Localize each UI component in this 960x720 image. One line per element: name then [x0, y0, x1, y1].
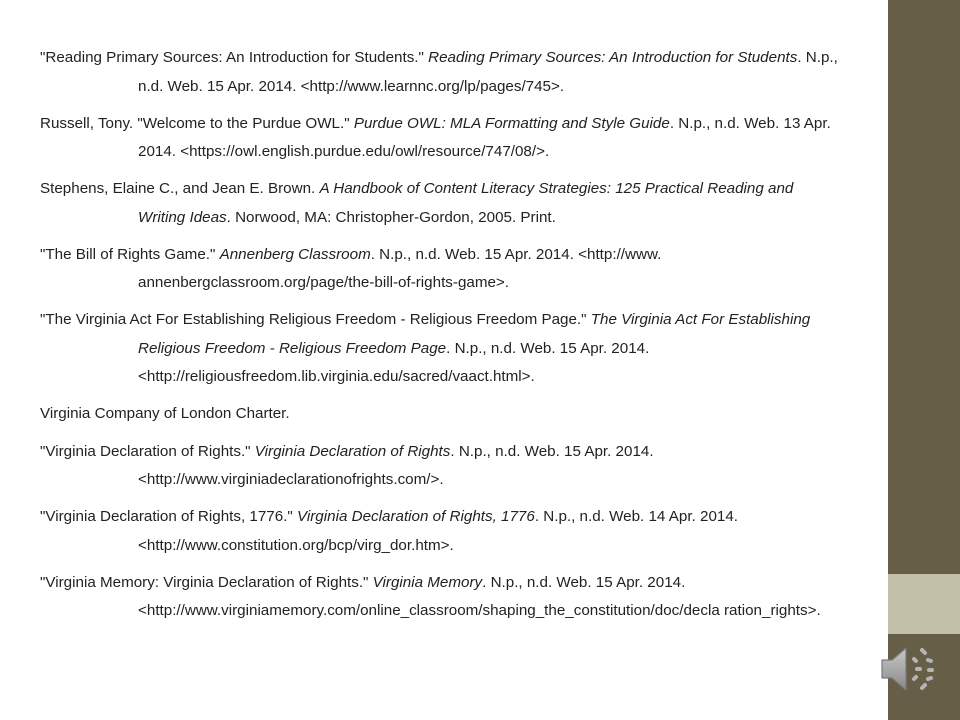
citation-details: . Norwood, MA: Christopher-Gordon, 2005. Print. — [226, 208, 556, 226]
citation-lead: "The Bill of Rights Game." — [40, 245, 220, 263]
citation-title: Annenberg Classroom — [219, 245, 371, 263]
citation-details: . N.p., n.d. Web. 13 Apr. 2014. <https://owl.english.purdue.edu/owl/resource/747/08/>. — [138, 114, 831, 161]
citation-title: Virginia Declaration of Rights — [254, 442, 451, 460]
citation-item — [40, 569, 840, 626]
citation-details: . N.p., n.d. Web. 15 Apr. 2014. <http://www.virginiadeclarationofrights.com/>. — [138, 442, 654, 489]
speaker-icon[interactable] — [876, 638, 946, 700]
works-cited-list — [40, 44, 840, 634]
citation-item — [40, 438, 840, 495]
citation-item — [40, 241, 840, 298]
citation-title: Virginia Memory — [372, 573, 483, 591]
citation-title: The Virginia Act For Establishing Religious Freedom - Religious Freedom Page — [138, 311, 811, 357]
citation-details: . N.p., n.d. Web. 15 Apr. 2014. <http://www. annenbergclassroom.org/page/the-bill-of-rights-game>. — [138, 245, 662, 292]
citation-lead: "Virginia Declaration of Rights." — [40, 442, 255, 460]
citation-item — [40, 306, 840, 392]
citation-lead: "Reading Primary Sources: An Introduction for Students." — [40, 49, 429, 66]
citation-item — [40, 503, 840, 560]
citation-title: Reading Primary Sources: An Introduction for Students — [428, 49, 798, 66]
citation-details: . N.p., n.d. Web. 15 Apr. 2014. <http://www.virginiamemory.com/online_classroom/shaping_the_constitution/doc/decla ration_rights>. — [138, 573, 821, 620]
citation-lead: "Virginia Memory: Virginia Declaration of Rights." — [40, 573, 373, 591]
citation-lead: Russell, Tony. "Welcome to the Purdue OWL." — [40, 114, 354, 132]
citation-item — [40, 175, 840, 232]
citation-lead: Stephens, Elaine C., and Jean E. Brown. — [40, 180, 320, 198]
citation-lead: "Virginia Declaration of Rights, 1776." — [40, 508, 298, 526]
citation-lead: "The Virginia Act For Establishing Religious Freedom - Religious Freedom Page." — [40, 311, 591, 329]
citation-item — [40, 110, 840, 167]
citation-lead: Virginia Company of London Charter. — [40, 405, 290, 423]
citation-title: A Handbook of Content Literacy Strategies: 125 Practical Reading and Writing Ideas — [138, 180, 794, 226]
citation-item — [40, 400, 840, 429]
citation-title: Purdue OWL: MLA Formatting and Style Guide — [353, 114, 670, 132]
citation-details: . N.p., n.d. Web. 15 Apr. 2014. <http://religiousfreedom.lib.virginia.edu/sacred/vaact.html>. — [138, 339, 650, 386]
citation-details: . N.p., n.d. Web. 15 Apr. 2014. <http://www.learnnc.org/lp/pages/745>. — [138, 49, 838, 95]
citation-title: Virginia Declaration of Rights, 1776 — [297, 508, 535, 526]
decorative-accent-block — [888, 574, 960, 634]
citation-item — [40, 44, 840, 101]
citation-details: . N.p., n.d. Web. 14 Apr. 2014. <http://www.constitution.org/bcp/virg_dor.htm>. — [138, 508, 739, 554]
